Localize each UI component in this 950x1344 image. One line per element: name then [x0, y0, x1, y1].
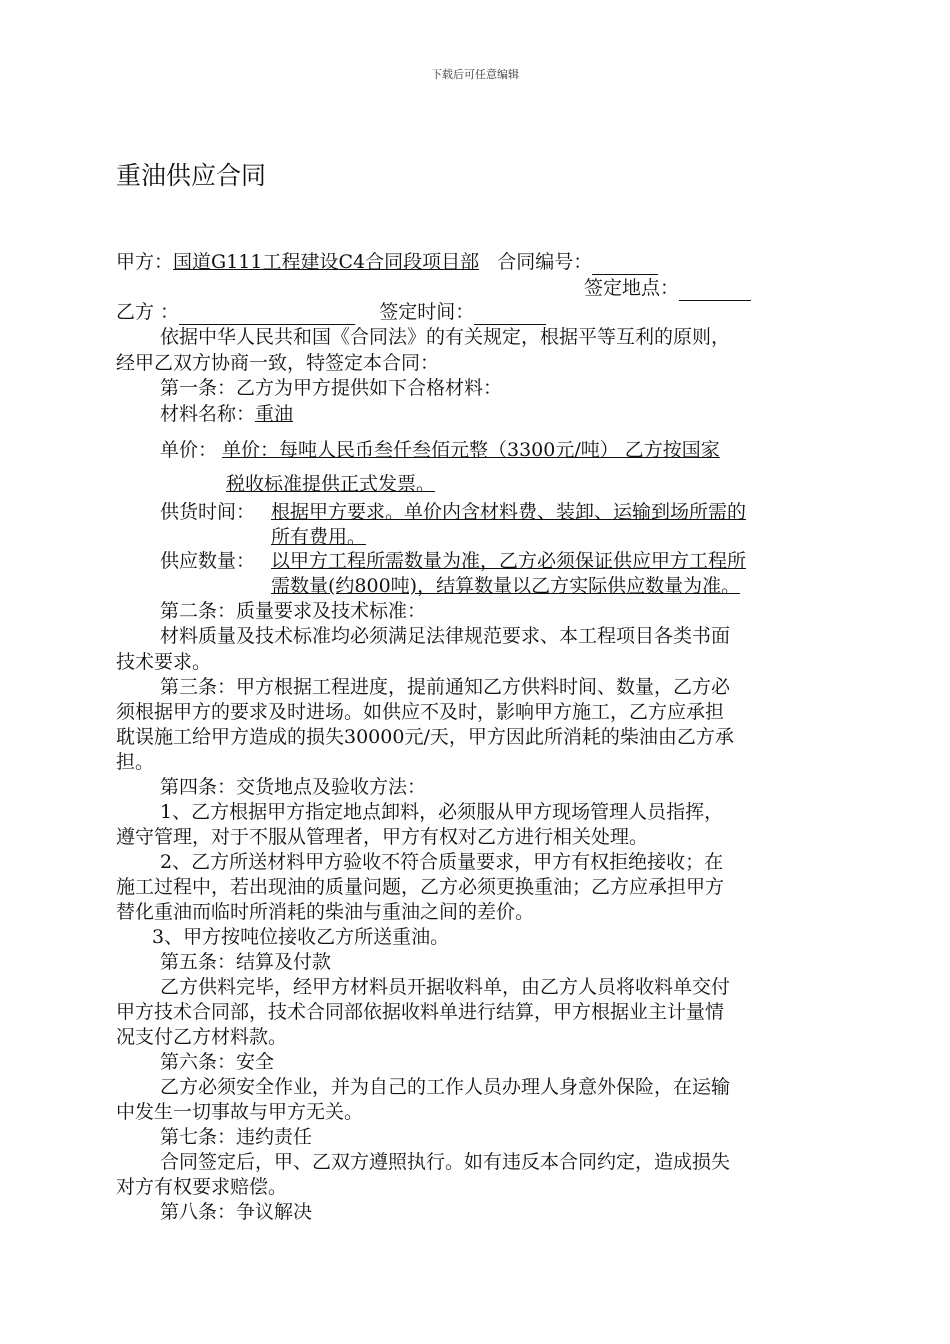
material-line: [160, 402, 293, 427]
supply-time-label: 供货时间：: [160, 501, 256, 523]
party-b-field[interactable]: [179, 304, 355, 325]
article-4-item-3: 3、甲方按吨位接收乙方所送重油。: [152, 926, 450, 948]
contract-no-field[interactable]: [592, 254, 658, 275]
supply-time-line-1: 根据甲方要求。单价内含材料费、装卸、运输到场所需的: [271, 501, 747, 523]
article-6-line-2: 中发生一切事故与甲方无关。: [116, 1101, 364, 1123]
party-a-line: [116, 250, 658, 275]
material-value: 重油: [255, 403, 294, 425]
contract-no-label: 合同编号：: [497, 251, 593, 273]
article-1-heading: 第一条：乙方为甲方提供如下合格材料：: [160, 377, 503, 399]
material-label: 材料名称：: [160, 403, 256, 425]
article-2-line-2: 技术要求。: [116, 651, 212, 673]
article-7-line-1: 合同签定后，甲、乙双方遵照执行。如有违反本合同约定，造成损失: [160, 1151, 731, 1173]
sign-time-field[interactable]: [474, 304, 546, 325]
article-4-item-2-line-2: 施工过程中，若出现油的质量问题，乙方必须更换重油；乙方应承担甲方: [116, 876, 725, 898]
intro-line-1: 依据中华人民共和国《合同法》的有关规定，根据平等互利的原则，: [160, 326, 731, 348]
party-a-label: 甲方：: [116, 251, 174, 273]
party-b-line: [116, 300, 546, 325]
intro-line-2: 经甲乙双方协商一致，特签定本合同：: [116, 352, 440, 374]
supply-qty-line-1: 以甲方工程所需数量为准，乙方必须保证供应甲方工程所: [271, 550, 747, 572]
article-5-line-2: 甲方技术合同部，技术合同部依据收料单进行结算，甲方根据业主计量情: [116, 1001, 725, 1023]
article-4-item-1-line-1: 1、乙方根据甲方指定地点卸料，必须服从甲方现场管理人员指挥，: [160, 801, 724, 823]
article-4-item-2-line-1: 2、乙方所送材料甲方验收不符合质量要求，甲方有权拒绝接收；在: [160, 851, 724, 873]
article-7-line-2: 对方有权要求赔偿。: [116, 1176, 288, 1198]
sign-place-label: 签定地点：: [584, 277, 680, 299]
article-5-line-3: 况支付乙方材料款。: [116, 1026, 288, 1048]
article-3-line-2: 须根据甲方的要求及时进场。如供应不及时，影响甲方施工，乙方应承担: [116, 701, 725, 723]
supply-qty-line-2: 需数量(约800吨)，结算数量以乙方实际供应数量为准。: [271, 575, 741, 597]
header-note: 下载后可任意编辑: [431, 68, 519, 81]
article-5-line-1: 乙方供料完毕，经甲方材料员开据收料单，由乙方人员将收料单交付: [160, 976, 731, 998]
article-4-heading: 第四条：交货地点及验收方法：: [160, 776, 427, 798]
article-2-heading: 第二条：质量要求及技术标准：: [160, 600, 427, 622]
article-6-line-1: 乙方必须安全作业，并为自己的工作人员办理人身意外保险，在运输: [160, 1076, 731, 1098]
price-line-1: 单价：每吨人民币叁仟叁佰元整（3300元/吨） 乙方按国家: [222, 439, 720, 461]
article-3-line-1: 第三条：甲方根据工程进度，提前通知乙方供料时间、数量，乙方必: [160, 676, 731, 698]
party-b-label: 乙方 ：: [116, 301, 180, 323]
party-a-value: 国道G111工程建设C4合同段项目部: [173, 251, 480, 273]
price-line-2: 税收标准提供正式发票。: [226, 473, 436, 495]
supply-qty-label: 供应数量：: [160, 550, 256, 572]
article-4-item-2-line-3: 替化重油而临时所消耗的柴油与重油之间的差价。: [116, 901, 535, 923]
article-2-line-1: 材料质量及技术标准均必须满足法律规范要求、本工程项目各类书面: [160, 625, 731, 647]
article-3-line-4: 担。: [116, 751, 155, 773]
sign-place-field[interactable]: [679, 280, 751, 301]
article-3-line-3: 耽误施工给甲方造成的损失30000元/天，甲方因此所消耗的柴油由乙方承: [116, 726, 734, 748]
sign-place-line: [584, 276, 751, 301]
article-5-heading: 第五条：结算及付款: [160, 951, 332, 973]
article-6-heading: 第六条：安全: [160, 1051, 275, 1073]
sign-time-label: 签定时间：: [379, 301, 475, 323]
article-7-heading: 第七条：违约责任: [160, 1126, 313, 1148]
article-4-item-1-line-2: 遵守管理，对于不服从管理者，甲方有权对乙方进行相关处理。: [116, 826, 649, 848]
price-label: 单价：: [160, 439, 218, 461]
document-title: 重油供应合同: [116, 161, 267, 190]
supply-time-line-2: 所有费用。: [271, 526, 367, 548]
article-8-heading: 第八条：争议解决: [160, 1201, 313, 1223]
